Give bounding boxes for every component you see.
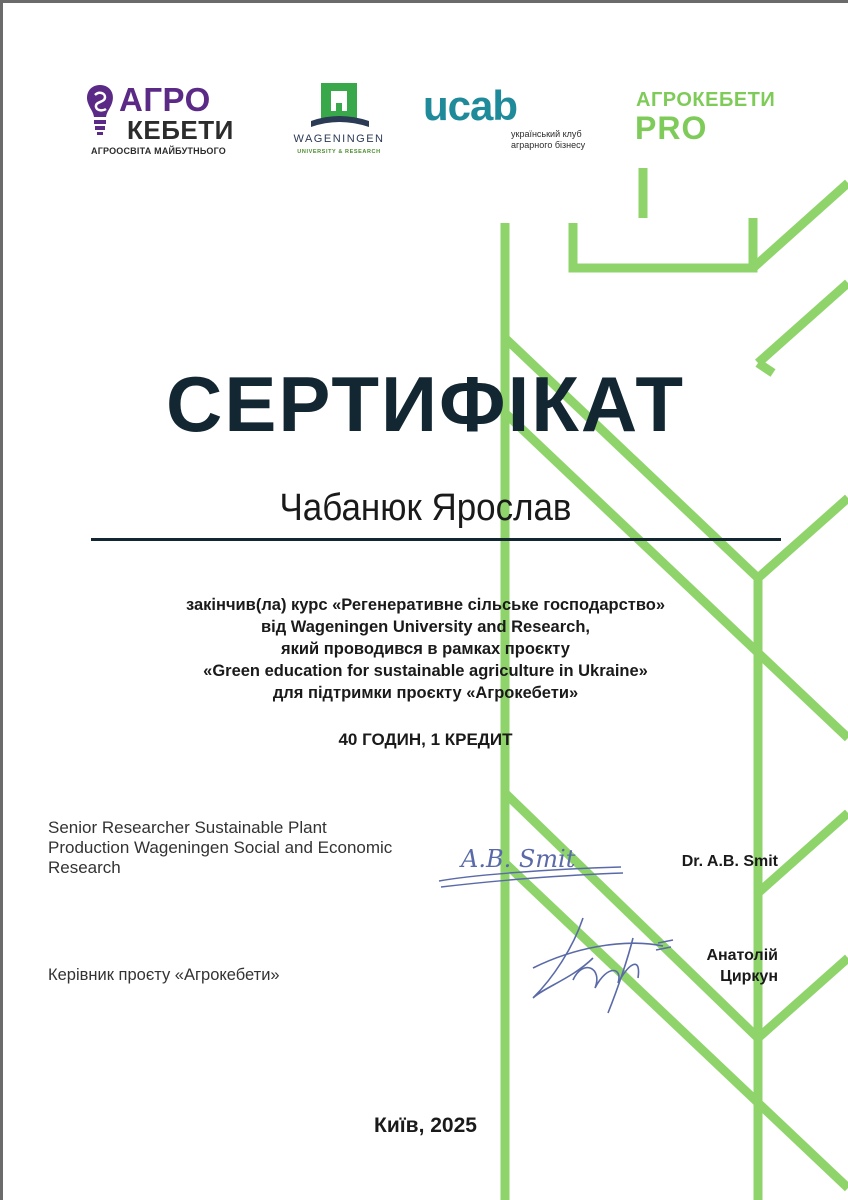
signatory-last-name: Циркун bbox=[720, 968, 778, 985]
certificate-page bbox=[3, 3, 848, 1200]
agrokebeti-pro-logo bbox=[635, 89, 795, 149]
wageningen-logo bbox=[281, 81, 397, 161]
agrokebeti-pro-logo-line2: PRO bbox=[635, 110, 708, 146]
signatory-role: Керівник проєту «Агрокебети» bbox=[48, 966, 280, 984]
course-description-line: який проводився в рамках проєкту bbox=[281, 640, 570, 658]
course-description-line: від Wageningen University and Research, bbox=[260, 618, 590, 636]
lightbulb-icon bbox=[85, 83, 115, 139]
signatory-first-name: Анатолій bbox=[706, 947, 778, 964]
agrokebeti-logo-line2: КЕБЕТИ bbox=[127, 115, 234, 145]
wageningen-logo-subtitle: UNIVERSITY & RESEARCH bbox=[297, 149, 381, 155]
signatory-role: Senior Researcher Sustainable Plant Production Wageningen Social and Economic Research bbox=[48, 818, 393, 877]
wageningen-emblem-icon bbox=[311, 81, 369, 129]
recipient-underline bbox=[91, 538, 781, 541]
course-hours: 40 ГОДИН, 1 КРЕДИТ bbox=[338, 730, 513, 749]
agrokebeti-logo-line1: АГРО bbox=[119, 81, 211, 118]
agrokebeti-logo-tagline: АГРООСВІТА МАЙБУТНЬОГО bbox=[91, 146, 226, 156]
course-description-line: закінчив(ла) курс «Регенеративне сільське господарство» bbox=[185, 596, 666, 614]
ucab-logo-tagline-line1: український клуб bbox=[511, 129, 582, 139]
course-description bbox=[3, 594, 848, 704]
ucab-logo-tagline-line2: аграрного бізнесу bbox=[511, 140, 586, 150]
ucab-logo-name: ucab bbox=[423, 82, 518, 129]
certificate-title: СЕРТИФІКАТ bbox=[165, 360, 685, 448]
course-description-line: «Green education for sustainable agriculture in Ukraine» bbox=[203, 662, 648, 680]
signatory-name: Dr. A.B. Smit bbox=[681, 853, 778, 870]
place-and-date: Київ, 2025 bbox=[374, 1114, 477, 1137]
ucab-logo bbox=[423, 82, 603, 160]
agrokebeti-logo bbox=[85, 81, 245, 161]
agrokebeti-pro-logo-line1: АГРОКЕБЕТИ bbox=[636, 89, 776, 111]
course-description-line: для підтримки проєкту «Агрокебети» bbox=[272, 684, 579, 702]
ucab-logo-tagline bbox=[511, 129, 585, 151]
signature-smit bbox=[431, 823, 631, 903]
signature-smit-text: A.B. Smit bbox=[461, 845, 576, 873]
signatory-name bbox=[643, 945, 778, 987]
recipient-name: Чабанюк Ярослав bbox=[279, 487, 572, 529]
wageningen-logo-name: WAGENINGEN bbox=[293, 133, 385, 145]
